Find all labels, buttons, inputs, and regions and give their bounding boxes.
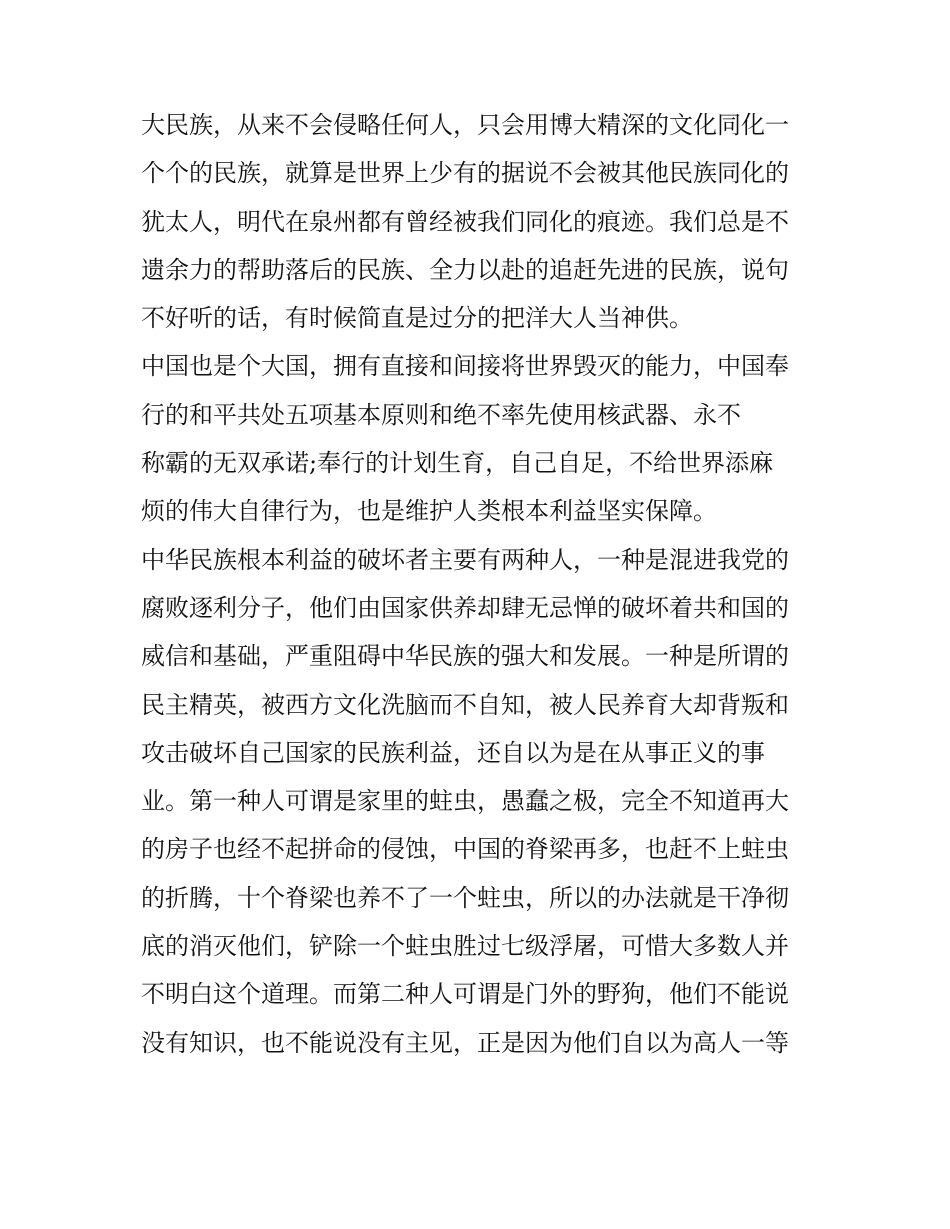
text-line: 不明白这个道理。而第二种人可谓是门外的野狗，他们不能说 bbox=[141, 980, 789, 1009]
text-line: 底的消灭他们，铲除一个蛀虫胜过七级浮屠，可惜大多数人并 bbox=[141, 932, 789, 961]
text-line: 威信和基础，严重阻碍中华民族的强大和发展。一种是所谓的 bbox=[141, 642, 789, 671]
text-line: 行的和平共处五项基本原则和绝不率先使用核武器、永不 bbox=[141, 400, 741, 429]
text-line: 没有知识，也不能说没有主见，正是因为他们自以为高人一等 bbox=[141, 1028, 789, 1057]
text-line: 称霸的无双承诺;奉行的计划生育，自己自足，不给世界添麻 bbox=[141, 449, 774, 478]
text-line: 不好听的话，有时候简直是过分的把洋大人当神供。 bbox=[141, 304, 693, 333]
text-line: 的房子也经不起拼命的侵蚀，中国的脊梁再多，也赶不上蛀虫 bbox=[141, 835, 789, 864]
text-line: 烦的伟大自律行为，也是维护人类根本利益坚实保障。 bbox=[141, 497, 717, 526]
text-line: 攻击破坏自己国家的民族利益，还自以为是在从事正义的事 bbox=[141, 738, 765, 767]
text-line: 业。第一种人可谓是家里的蛀虫，愚蠢之极，完全不知道再大 bbox=[141, 787, 789, 816]
text-line: 个个的民族，就算是世界上少有的据说不会被其他民族同化的 bbox=[141, 159, 789, 188]
text-line: 犹太人，明代在泉州都有曾经被我们同化的痕迹。我们总是不 bbox=[141, 207, 789, 236]
text-line: 遗余力的帮助落后的民族、全力以赴的追赶先进的民族，说句 bbox=[141, 255, 789, 284]
body-text bbox=[141, 101, 821, 1067]
text-line: 民主精英，被西方文化洗脑而不自知，被人民养育大却背叛和 bbox=[141, 690, 789, 719]
text-line: 中华民族根本利益的破坏者主要有两种人，一种是混进我党的 bbox=[141, 545, 789, 574]
text-line: 中国也是个大国，拥有直接和间接将世界毁灭的能力，中国奉 bbox=[141, 352, 789, 381]
text-line: 大民族，从来不会侵略任何人，只会用博大精深的文化同化一 bbox=[141, 111, 789, 139]
text-line: 的折腾，十个脊梁也养不了一个蛀虫，所以的办法就是干净彻 bbox=[141, 883, 789, 912]
text-line: 腐败逐利分子，他们由国家供养却肆无忌惮的破坏着共和国的 bbox=[141, 593, 789, 622]
